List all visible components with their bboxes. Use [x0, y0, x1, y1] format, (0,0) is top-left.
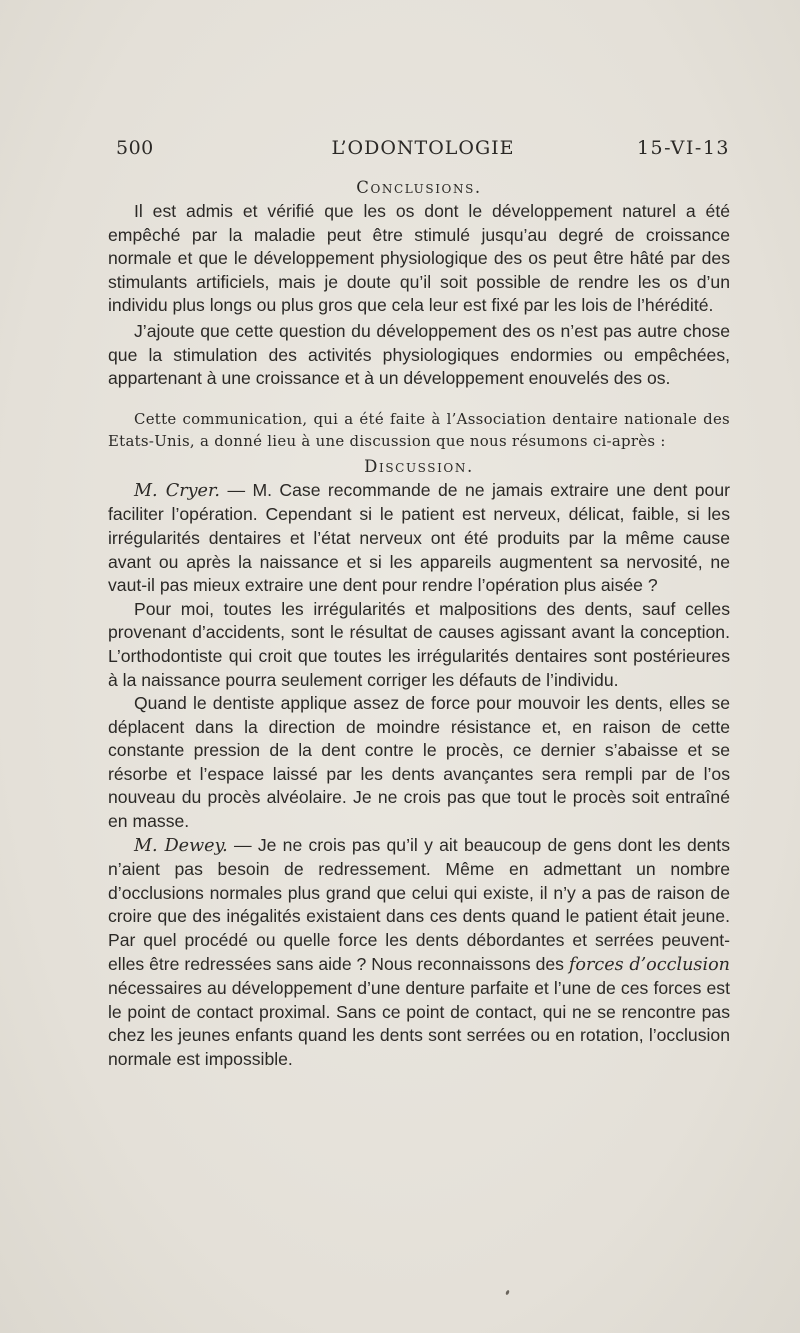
conclusions-heading: Conclusions.: [356, 178, 482, 197]
ink-speck: [505, 1290, 510, 1296]
cryer-paragraph-2: Pour moi, toutes les irrégularités et malpositions des dents, sauf celles provenant d’accidents, sont le résultat de causes agissant avant la conception. L’orthodontiste qui croit que toutes les irrégularités dentaires sont postérieures à la naissance pourra seulement corriger les défauts de l’individu.: [108, 598, 730, 690]
page-number: 500: [116, 137, 154, 159]
speaker-cryer: M. Cryer.: [134, 480, 221, 501]
running-header: [116, 137, 730, 165]
dewey-text-a: — Je ne crois pas qu’il y ait beaucoup de gens dont les dents n’aient pas besoin de redressement. Même en admettant un nombre d’occlusions normales plus grand que celui qui existe, il n’y a pas de raison de croire que des inégalités existaient dans ces dents quand le patient était jeune. Par quel procédé ou quelle force les dents débordantes et serrées peuvent-elles être redressées sans aide ? Nous reconnaissons des: [108, 834, 730, 974]
speaker-dewey: M. Dewey.: [134, 835, 228, 856]
conclusions-paragraph-1: Il est admis et vérifié que les os dont le développement naturel a été empêché par la maladie peut être stimulé jusqu’au degré de croissance normale et que le développement physiologique des os peut être hâté par des stimulants artificiels, mais je doute qu’il soit possible de rendre les os d’un individu plus longs ou plus gros que cela leur est fixé par les lois de l’hérédité.: [108, 201, 730, 316]
cryer-paragraph-3: Quand le dentiste applique assez de force pour mouvoir les dents, elles se déplacent dans la direction de moindre résistance et, en raison de cette constante pression de la dent contre le procès, ce dernier s’abaisse et se résorbe et l’espace laissé par les dents avançantes sera rempli par de l’os nouveau du procès alvéolaire. Je ne crois pas que tout le procès soit entraîné en masse.: [108, 693, 730, 832]
discussion-heading: Discussion.: [364, 456, 474, 476]
article-body: [108, 176, 730, 1072]
dewey-paragraph-1: [108, 834, 730, 1072]
communication-note: Cette communication, qui a été faite à l’Association dentaire nationale des Etats-Unis, a donné lieu à une discussion que nous résumons ci-après :: [108, 409, 730, 450]
cryer-text-1: — M. Case recommande de ne jamais extraire une dent pour faciliter l’opération. Cependant si le patient est nerveux, délicat, faible, si les irrégularités dentaires et l’état nerveux ont été produits par la même cause avant ou après la naissance et si les appareils augmentent sa nervosité, ne vaut-il pas mieux extraire une dent pour rendre l’opération plus aisée ?: [108, 479, 730, 596]
dewey-italic-term: forces d’occlusion: [568, 954, 731, 975]
conclusions-paragraph-2: J’ajoute que cette question du développement des os n’est pas autre chose que la stimulation des activités physiologiques endormies ou empêchées, appartenant à une croissance et à un développement enouvelés des os.: [108, 320, 730, 389]
issue-date: 15-VI-13: [636, 137, 730, 159]
cryer-paragraph-1: [108, 479, 730, 598]
journal-title: L’ODONTOLOGIE: [331, 137, 515, 159]
dewey-text-b: nécessaires au développement d’une denture parfaite et l’une de ces forces est le point de contact proximal. Sans ce point de contact, qui ne se rencontre pas chez les jeunes enfants quand les dents sont serrées ou en rotation, l’occlusion normale est impossible.: [108, 978, 730, 1069]
